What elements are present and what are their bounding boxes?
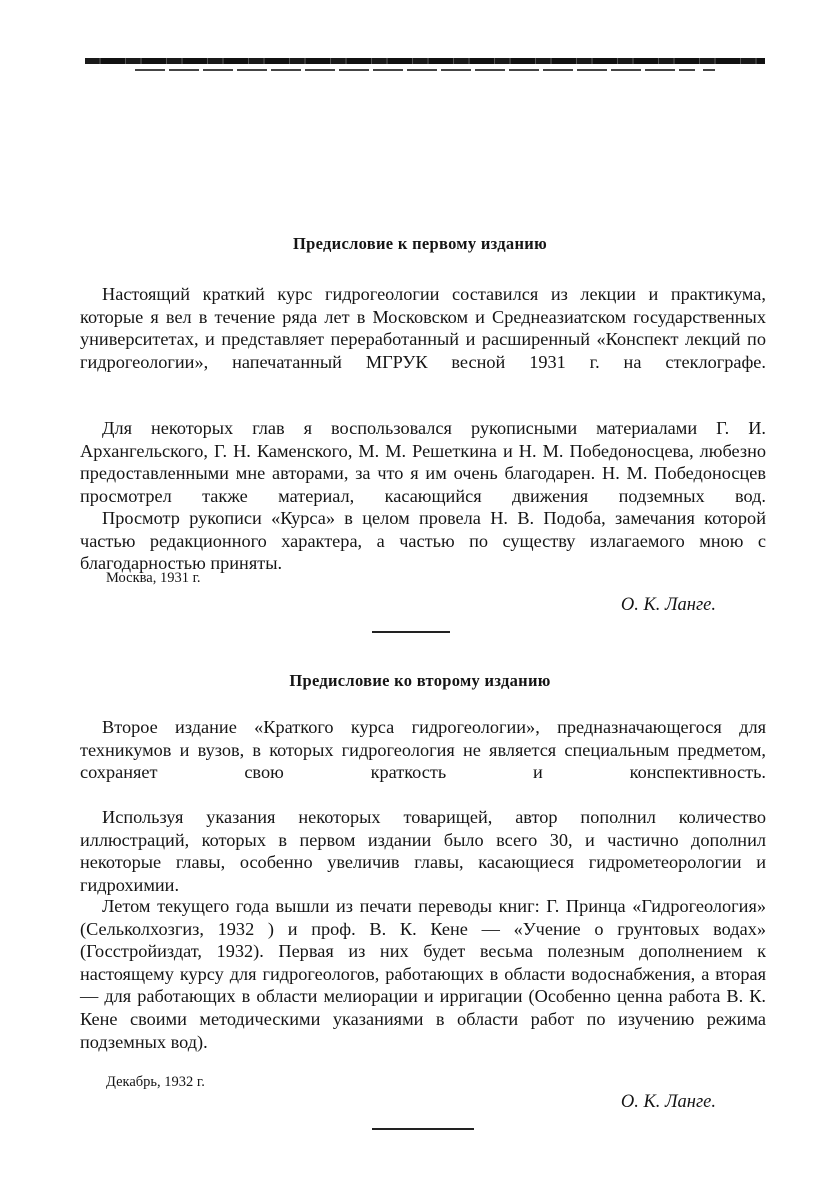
- top-border-rule-end: [703, 69, 715, 71]
- first-preface-place-date: Москва, 1931 г.: [106, 570, 201, 586]
- end-divider: [372, 1128, 474, 1130]
- first-preface-paragraph-3-text: Просмотр рукописи «Курса» в целом провела Н. В. Подоба, замечания которой частью редакционного характера, а частью по существу излагаемого мною с благодарностью приняты.: [80, 508, 766, 574]
- second-preface-paragraph-2-text: Используя указания некоторых товарищей, автор пополнил количество иллюстраций, которых в первом издании было всего 30, и частично дополнил некоторые главы, особенно увеличив главы, касающиеся гидрометеорологии и гидрохимии.: [80, 807, 766, 895]
- first-preface-signature: О. К. Ланге.: [620, 595, 716, 615]
- second-preface-paragraph-1-text: Второе издание «Краткого курса гидрогеологии», предназначающегося для техникумов и вузов, в которых гидрогеология не является специальным предметом, сохраняет свою краткость и конспективность.: [80, 717, 766, 783]
- top-border-rule-thin: [135, 69, 695, 71]
- second-preface-paragraph-3: [80, 895, 766, 1053]
- first-preface-paragraph-2: [80, 417, 766, 507]
- second-preface-paragraph-2: [80, 806, 766, 896]
- section-divider: [372, 631, 450, 633]
- first-preface-paragraph-1-text: Настоящий краткий курс гидрогеологии составился из лекции и практикума, которые я вел в течение ряда лет в Московском и Среднеазиатском государственных университетах, и представляет переработанный и расширенный «Конспект лекций по гидрогеологии», напечатанный МГРУК весной 1931 г. на стеклографе.: [80, 284, 766, 372]
- second-preface-signature: О. К. Ланге.: [620, 1092, 716, 1112]
- top-border-rule: [85, 58, 765, 64]
- second-preface-place-date: Декабрь, 1932 г.: [106, 1074, 205, 1090]
- second-preface-paragraph-1: [80, 716, 766, 784]
- first-preface-paragraph-2-text: Для некоторых глав я воспользовался рукописными материалами Г. И. Архангельского, Г. Н. Каменского, М. М. Решеткина и Н. М. Победоносцева, любезно предоставленными мне авторами, за что я им очень благодарен. Н. М. Победоносцев просмотрел также материал, касающийся движения подземных вод.: [80, 418, 766, 506]
- second-preface-paragraph-3-text: Летом текущего года вышли из печати переводы книг: Г. Принца «Гидрогеология» (Сельколхозгиз, 1932 ) и проф. В. К. Кене — «Учение о грунтовых водах» (Госстройиздат, 1932). Первая из них будет весьма полезным дополнением к настоящему курсу для гидрогеологов, работающих в области водоснабжения, а вторая — для работающих в области мелиорации и ирригации (Особенно ценна работа В. К. Кене своими методическими указаниями в области работ по изучению режима подземных вод).: [80, 896, 766, 1052]
- first-preface-paragraph-3: [80, 507, 766, 575]
- heading-first-edition: Предисловие к первому изданию: [292, 234, 547, 253]
- heading-second-edition: Предисловие ко второму изданию: [289, 671, 551, 690]
- first-preface-paragraph-1: [80, 283, 766, 373]
